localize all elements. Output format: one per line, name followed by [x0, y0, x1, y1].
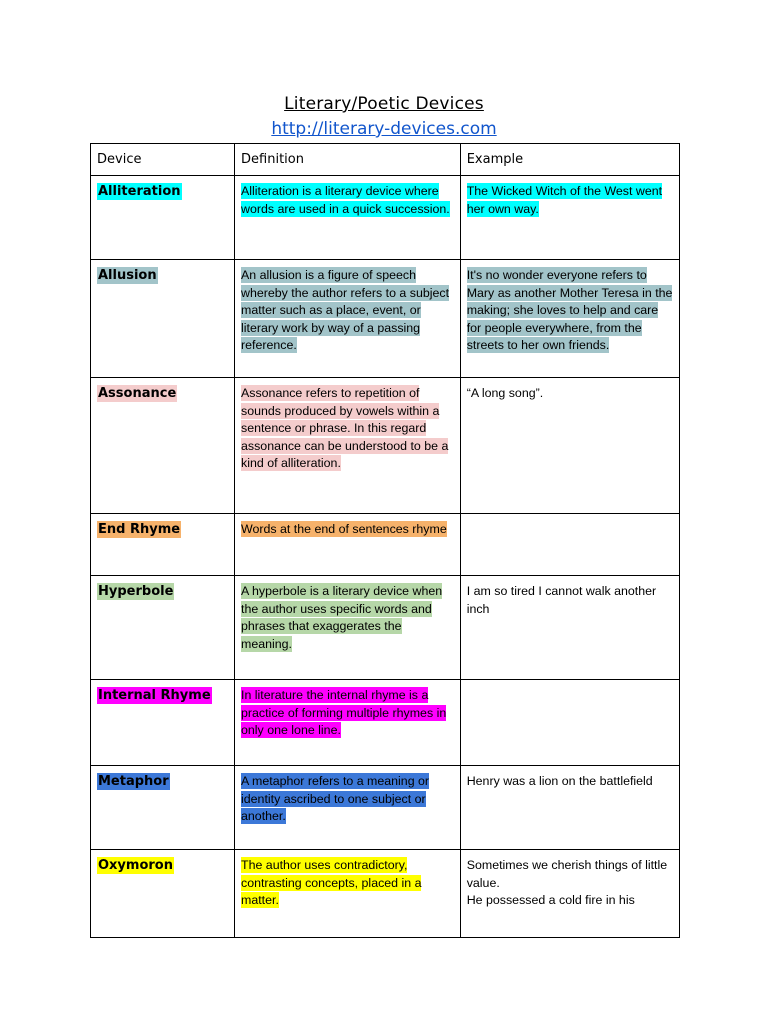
- example-text: The Wicked Witch of the West went her own way.: [466, 184, 663, 216]
- definition-text: Words at the end of sentences rhyme: [241, 522, 447, 536]
- table-header-row: [91, 144, 680, 176]
- device-cell: [91, 680, 235, 766]
- example-cell: [460, 766, 679, 850]
- device-name: Alliteration: [98, 184, 181, 199]
- table-row: [91, 850, 680, 938]
- device-name: Metaphor: [98, 774, 169, 789]
- device-name: End Rhyme: [98, 522, 181, 537]
- devices-table: [90, 143, 680, 938]
- definition-cell: [235, 260, 461, 378]
- definition-text: Assonance refers to repetition of sounds produced by vowels within a sentence or phrase. In this regard assonance can be understood to be a kind of alliteration.: [241, 386, 449, 471]
- definition-text: Alliteration is a literary device where words are used in a quick succession.: [241, 184, 450, 216]
- device-cell: [91, 766, 235, 850]
- device-name: Allusion: [98, 268, 157, 283]
- table-row: [91, 378, 680, 514]
- device-cell: [91, 850, 235, 938]
- example-cell: [460, 850, 679, 938]
- device-cell: [91, 576, 235, 680]
- definition-cell: [235, 378, 461, 514]
- definition-text: An allusion is a figure of speech whereby the author refers to a subject matter such as a place, event, or literary work by way of a passing reference.: [241, 268, 450, 353]
- example-cell: [460, 378, 679, 514]
- device-cell: [91, 514, 235, 576]
- definition-cell: [235, 514, 461, 576]
- table-row: [91, 260, 680, 378]
- definition-cell: [235, 680, 461, 766]
- device-name: Assonance: [98, 386, 177, 401]
- definition-text: A metaphor refers to a meaning or identity ascribed to one subject or another.: [241, 774, 430, 824]
- example-cell: [460, 260, 679, 378]
- device-cell: [91, 260, 235, 378]
- column-header-definition: Definition: [235, 144, 461, 176]
- page-title: Literary/Poetic Devices: [284, 94, 484, 114]
- example-cell: [460, 576, 679, 680]
- table-row: [91, 576, 680, 680]
- example-cell: [460, 680, 679, 766]
- definition-text: A hyperbole is a literary device when the author uses specific words and phrases that exaggerates the meaning.: [241, 584, 443, 651]
- column-header-example: Example: [460, 144, 679, 176]
- example-text: It's no wonder everyone refers to Mary as another Mother Teresa in the making; she loves to help and care for people everywhere, from the streets to her own friends.: [466, 268, 673, 353]
- definition-cell: [235, 850, 461, 938]
- definition-text: The author uses contradictory, contrasting concepts, placed in a matter.: [241, 858, 422, 908]
- example-text: “A long song”.: [466, 386, 544, 400]
- device-name: Internal Rhyme: [98, 688, 211, 703]
- table-row: [91, 766, 680, 850]
- device-cell: [91, 378, 235, 514]
- device-name: Oxymoron: [98, 858, 173, 873]
- definition-text: In literature the internal rhyme is a practice of forming multiple rhymes in only one lone line.: [241, 688, 447, 738]
- device-cell: [91, 176, 235, 260]
- example-text: Sometimes we cherish things of little value. He possessed a cold fire in his: [466, 858, 668, 908]
- source-link[interactable]: http://literary-devices.com: [271, 119, 497, 139]
- device-name: Hyperbole: [98, 584, 174, 599]
- definition-cell: [235, 766, 461, 850]
- table-row: [91, 514, 680, 576]
- example-cell: [460, 176, 679, 260]
- definition-cell: [235, 176, 461, 260]
- table-row: [91, 680, 680, 766]
- example-text: I am so tired I cannot walk another inch: [466, 584, 657, 616]
- example-text: Henry was a lion on the battlefield: [466, 774, 653, 788]
- definition-cell: [235, 576, 461, 680]
- column-header-device: Device: [91, 144, 235, 176]
- example-cell: [460, 514, 679, 576]
- table-row: [91, 176, 680, 260]
